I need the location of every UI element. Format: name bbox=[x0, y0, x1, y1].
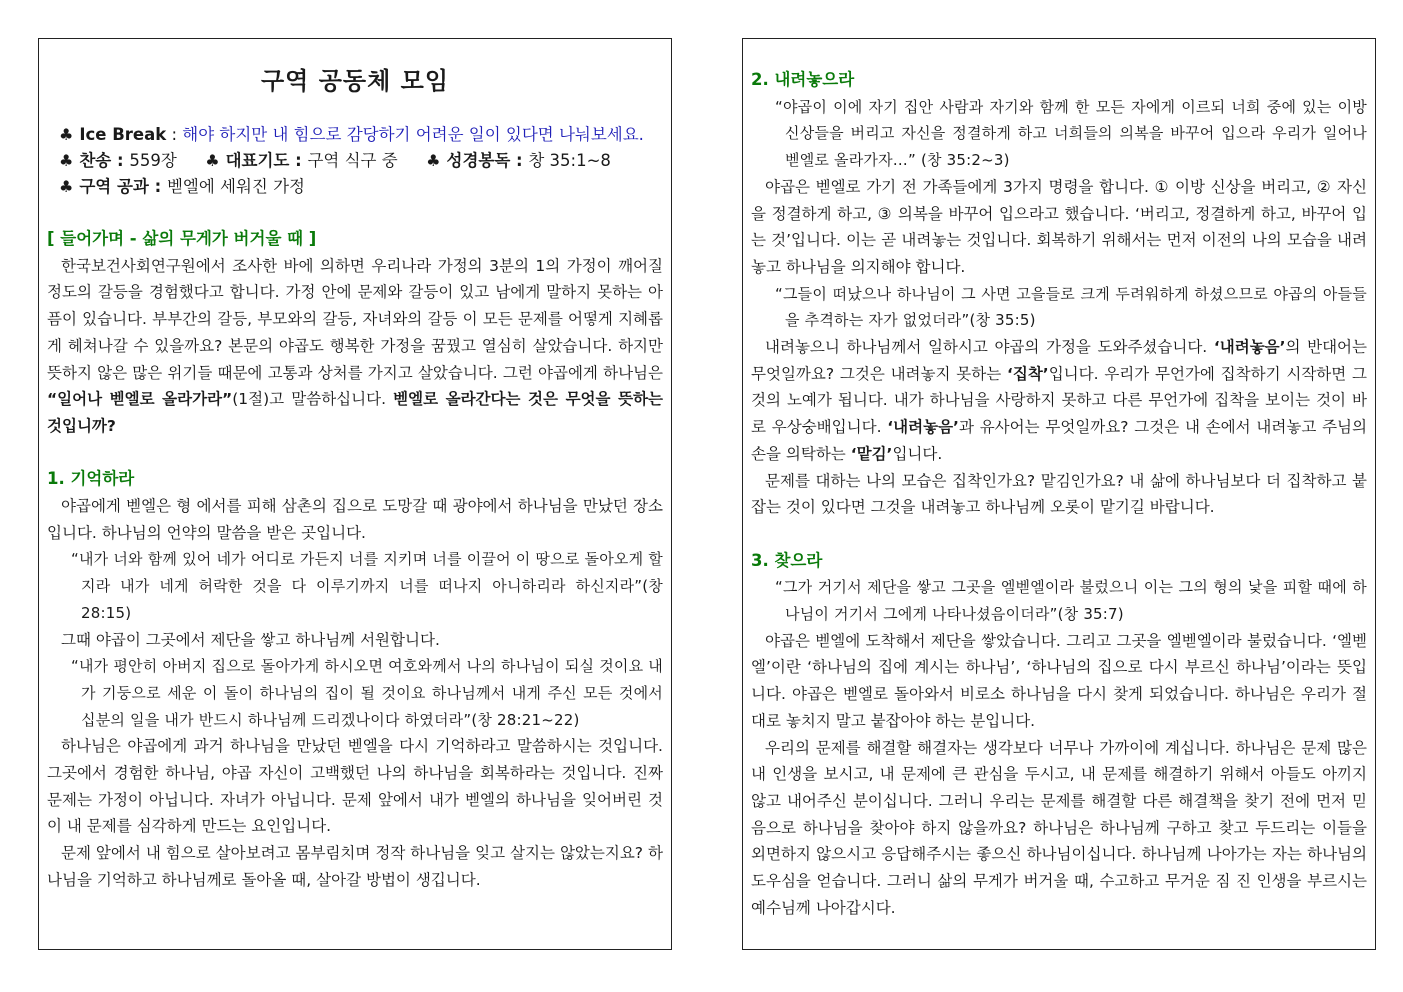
lesson-line: ♣ 구역 공과 : 벧엘에 세워진 가정 bbox=[59, 177, 305, 196]
prayer-value: 구역 식구 중 bbox=[307, 151, 398, 170]
section2-heading: 2. 내려놓으라 bbox=[751, 70, 855, 89]
section1-paragraph: 그때 야곱이 그곳에서 제단을 쌓고 하나님께 서원합니다. bbox=[61, 630, 440, 649]
section3-quote: “그가 거기서 제단을 쌓고 그곳을 엘벧엘이라 불렀으니 이는 그의 형의 낯을 피할 때에 하나님이 거기서 그에게 나타나셨음이더라”(창 35:7) bbox=[775, 578, 1367, 624]
ice-break-text: 해야 하지만 내 힘으로 감당하기 어려운 일이 있다면 나눠보세요. bbox=[182, 125, 644, 144]
reading-label: 성경봉독 bbox=[446, 151, 511, 170]
section1-paragraph: 하나님은 야곱에게 과거 하나님을 만났던 벧엘을 다시 기억하라고 말씀하시는 것입니다. 그곳에서 경험한 하나님, 야곱 자신이 고백했던 나의 하나님을 회복하라는 것입니다. 진짜 문제는 가정이 아닙니다. 자녀가 아닙니다. 문제 앞에서 내가 벧엘의 하나님을 잊어버린 것이 내 문제를 심각하게 만드는 요인입니다. bbox=[47, 737, 663, 836]
section3-paragraph: 야곱은 벧엘에 도착해서 제단을 쌓았습니다. 그리고 그곳을 엘벧엘이라 불렀습니다. ‘엘벧엘’이란 ‘하나님의 집에 계시는 하나님’, ‘하나님의 집으로 다시 부르신 하나님’이라는 뜻입니다. 야곱은 벧엘로 돌아와서 비로소 하나님을 다시 찾게 되었습니다. 하나님은 우리가 절대로 놓치지 말고 붙잡아야 하는 분입니다. bbox=[751, 631, 1367, 730]
section2-quote: “그들이 떠났으나 하나님이 그 사면 고을들로 크게 두려워하게 하셨으므로 야곱의 아들들을 추격하는 자가 없었더라”(창 35:5) bbox=[775, 284, 1367, 330]
right-page bbox=[742, 38, 1376, 950]
prayer-label: 대표기도 bbox=[225, 151, 290, 170]
club-icon: ♣ bbox=[205, 151, 220, 170]
section1-paragraph: 문제 앞에서 내 힘으로 살아보려고 몸부림치며 정작 하나님을 잊고 살지는 않았는지요? 하나님을 기억하고 하나님께로 돌아올 때, 살아갈 방법이 생깁니다. bbox=[47, 844, 663, 889]
section3-paragraph: 우리의 문제를 해결할 해결자는 생각보다 너무나 가까이에 계십니다. 하나님은 문제 많은 내 인생을 보시고, 내 문제에 큰 관심을 두시고, 내 문제를 해결하기 위해서 아들도 아끼지 않고 내어주신 분이십니다. 그러니 우리는 문제를 해결할 다른 해결책을 찾기 전에 먼저 믿음으로 하나님을 찾아야 하지 않을까요? 하나님은 하나님께 구하고 찾고 두드리는 이들을 외면하지 않으시고 응답해주시는 좋으신 하나님이십니다. 하나님께 나아가는 자는 하나님의 도우심을 얻습니다. 그러니 삶의 무게가 버거울 때, 수고하고 무거운 짐 진 인생을 부르시는 예수님께 나아갑시다. bbox=[751, 738, 1367, 917]
section2-quote: “야곱이 이에 자기 집안 사람과 자기와 함께 한 모든 자에게 이르되 너희 중에 있는 이방 신상들을 버리고 자신을 정결하게 하고 너희들의 의복을 바꾸어 입으라 우리가 일어나 벧엘로 올라가자…” (창 35:2~3) bbox=[775, 97, 1367, 170]
section3-heading: 3. 찾으라 bbox=[751, 550, 823, 570]
ice-break-label: Ice Break bbox=[79, 125, 167, 144]
hymn-value: 559장 bbox=[129, 151, 177, 170]
section1-paragraph: 야곱에게 벧엘은 형 에서를 피해 삼촌의 집으로 도망갈 때 광야에서 하나님을 만났던 장소입니다. 하나님의 언약의 말씀을 받은 곳입니다. bbox=[47, 497, 663, 542]
hymn-label: 찬송 bbox=[79, 151, 112, 170]
worship-order-line: ♣ 찬송 : 559장 ♣ 대표기도 : 구역 식구 중 ♣ 성경봉독 : 창 35:1~8 bbox=[59, 151, 611, 170]
section2-paragraph: 야곱은 벧엘로 가기 전 가족들에게 3가지 명령을 합니다. ① 이방 신상을 버리고, ② 자신을 정결하게 하고, ③ 의복을 바꾸어 입으라고 했습니다. ‘버리고, 정결하게 하고, 바꾸어 입는 것’입니다. 이는 곧 내려놓는 것입니다. 회복하기 위해서는 먼저 이전의 나의 모습을 내려놓고 하나님을 의지해야 합니다. bbox=[751, 177, 1367, 276]
intro-paragraph: 한국보건사회연구원에서 조사한 바에 의하면 우리나라 가정의 3분의 1의 가정이 깨어질 정도의 갈등을 경험했다고 합니다. 가정 안에 문제와 갈등이 있고 남에게 말하지 못하는 아픔이 있습니다. 부부간의 갈등, 부모와의 갈등, 자녀와의 갈등 이 모든 문제를 어떻게 지혜롭게 헤쳐나갈 수 있을까요? 본문의 야곱도 행복한 가정을 꿈꿨고 열심히 살았습니다. 하지만 뜻하지 않은 많은 위기들 때문에 고통과 상처를 가지고 살았습니다. 그런 야곱에게 하나님은 “일어나 벧엘로 올라가라”(1절)고 말씀하십니다. 벧엘로 올라간다는 것은 무엇을 뜻하는 것입니까? bbox=[47, 256, 663, 435]
intro-heading: [ 들어가며 - 삶의 무게가 버거울 때 ] bbox=[47, 229, 317, 248]
lesson-label: 구역 공과 bbox=[79, 177, 149, 196]
section2-paragraph: 내려놓으니 하나님께서 일하시고 야곱의 가정을 도와주셨습니다. ‘내려놓음’의 반대어는 무엇일까요? 그것은 내려놓지 못하는 ‘집착’입니다. 우리가 무언가에 집착하기 시작하면 그것의 노예가 됩니다. 내가 하나님을 사랑하지 못하고 다른 무언가에 집착을 보이는 것이 바로 우상숭배입니다. ‘내려놓음’과 유사어는 무엇일까요? 그것은 내 손에서 내려놓고 주님의 손을 의탁하는 ‘맡김’입니다. bbox=[751, 338, 1368, 463]
left-page bbox=[38, 38, 672, 950]
ice-break-colon: : bbox=[166, 125, 183, 144]
section1-quote: “내가 평안히 아버지 집으로 돌아가게 하시오면 여호와께서 나의 하나님이 되실 것이요 내가 기둥으로 세운 이 돌이 하나님의 집이 될 것이요 하나님께서 내게 주신 모든 것에서 십분의 일을 내가 반드시 하나님께 드리겠나이다 하였더라”(창 28:21~22) bbox=[71, 657, 663, 729]
club-icon: ♣ bbox=[426, 151, 441, 170]
reading-value: 창 35:1~8 bbox=[528, 151, 611, 170]
section2-paragraph: 문제를 대하는 나의 모습은 집착인가요? 맡김인가요? 내 삶에 하나님보다 더 집착하고 붙잡는 것이 있다면 그것을 내려놓고 하나님께 오롯이 맡기길 바랍니다. bbox=[751, 471, 1367, 517]
club-icon: ♣ bbox=[59, 177, 74, 196]
section1-heading: 1. 기억하라 bbox=[47, 469, 135, 489]
section1-quote: “내가 너와 함께 있어 네가 어디로 가든지 너를 지키며 너를 이끌어 이 땅으로 돌아오게 할지라 내가 네게 허락한 것을 다 이루기까지 너를 떠나지 아니하리라 하신지라”(창 28:15) bbox=[71, 550, 663, 622]
page-title: 구역 공동체 모임 bbox=[261, 67, 449, 95]
lesson-value: 벧엘에 세워진 가정 bbox=[166, 177, 305, 196]
club-icon: ♣ bbox=[59, 151, 74, 170]
ice-break-line bbox=[59, 122, 663, 148]
club-icon: ♣ bbox=[59, 125, 74, 144]
